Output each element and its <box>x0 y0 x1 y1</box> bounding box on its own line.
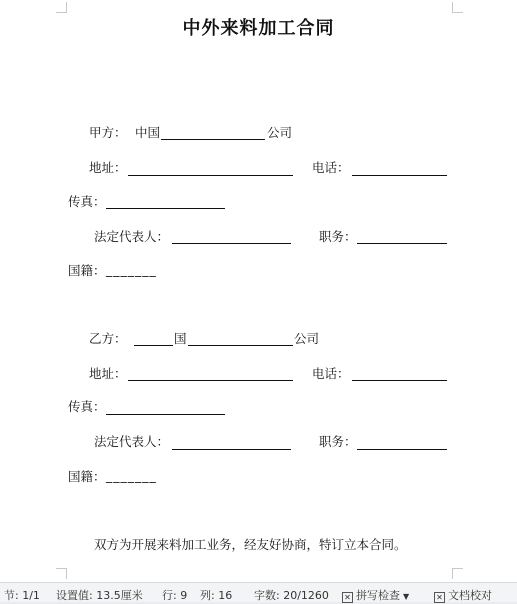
page-margin-corner <box>56 2 67 13</box>
party-b-phone-label: 电话： <box>312 366 350 381</box>
party-b-country-blank[interactable] <box>134 345 173 346</box>
party-a-nationality-label: 国籍： <box>68 263 106 278</box>
chevron-down-icon: ▼ <box>403 592 410 601</box>
party-b-nationality-label: 国籍： <box>68 469 106 484</box>
spell-check-icon: ✕ <box>342 592 353 603</box>
party-a-position-blank[interactable] <box>357 243 447 244</box>
party-a-fax-label: 传真： <box>68 194 106 209</box>
party-b-legal-rep-blank[interactable] <box>172 449 291 450</box>
party-b-position-label: 职务： <box>319 434 357 449</box>
status-column: 列: 16 <box>200 589 233 602</box>
party-b-address-blank[interactable] <box>128 380 293 381</box>
party-b-fax-blank[interactable] <box>106 414 225 415</box>
spell-check-button[interactable] <box>342 589 409 604</box>
party-a-fax-blank[interactable] <box>106 208 225 209</box>
doc-proof-icon: ✕ <box>434 592 445 603</box>
party-b-label: 乙方： <box>89 331 127 346</box>
party-a-label: 甲方： <box>89 125 127 140</box>
contract-intro-paragraph: 双方为开展来料加工业务，经友好协商，特订立本合同。 <box>94 537 407 552</box>
party-a-legal-rep-label: 法定代表人： <box>94 229 170 244</box>
spell-check-label: 拼写检查 <box>356 589 400 602</box>
party-b-position-blank[interactable] <box>357 449 447 450</box>
party-b-address-label: 地址： <box>89 366 127 381</box>
page-margin-corner <box>452 2 463 13</box>
party-a-phone-label: 电话： <box>312 160 350 175</box>
document-title: 中外来料加工合同 <box>182 18 335 39</box>
status-bar <box>0 582 517 602</box>
party-a-position-label: 职务： <box>319 229 357 244</box>
party-b-company-suffix: 公司 <box>294 331 320 346</box>
doc-proof-label: 文档校对 <box>448 589 492 602</box>
party-a-nationality-blank[interactable]: _______ <box>106 262 157 277</box>
status-word-count[interactable]: 字数: 20/1260 <box>254 589 329 602</box>
party-a-company-suffix: 公司 <box>267 125 293 140</box>
party-b-phone-blank[interactable] <box>352 380 447 381</box>
party-a-phone-blank[interactable] <box>352 175 447 176</box>
page-margin-corner <box>452 568 463 579</box>
party-a-legal-rep-blank[interactable] <box>172 243 291 244</box>
status-section[interactable]: 节: 1/1 <box>4 589 40 602</box>
party-b-company-blank[interactable] <box>188 345 293 346</box>
party-a-address-blank[interactable] <box>128 175 293 176</box>
party-b-country-suffix: 国 <box>174 331 187 346</box>
party-a-address-label: 地址： <box>89 160 127 175</box>
party-a-company-blank[interactable] <box>161 139 265 140</box>
party-b-fax-label: 传真： <box>68 399 106 414</box>
status-setting-value[interactable]: 设置值: 13.5厘米 <box>56 589 143 602</box>
page-margin-corner <box>56 568 67 579</box>
status-row: 行: 9 <box>162 589 188 602</box>
party-b-nationality-blank[interactable]: _______ <box>106 468 157 483</box>
party-a-country: 中国 <box>135 125 161 140</box>
party-b-legal-rep-label: 法定代表人： <box>94 434 170 449</box>
